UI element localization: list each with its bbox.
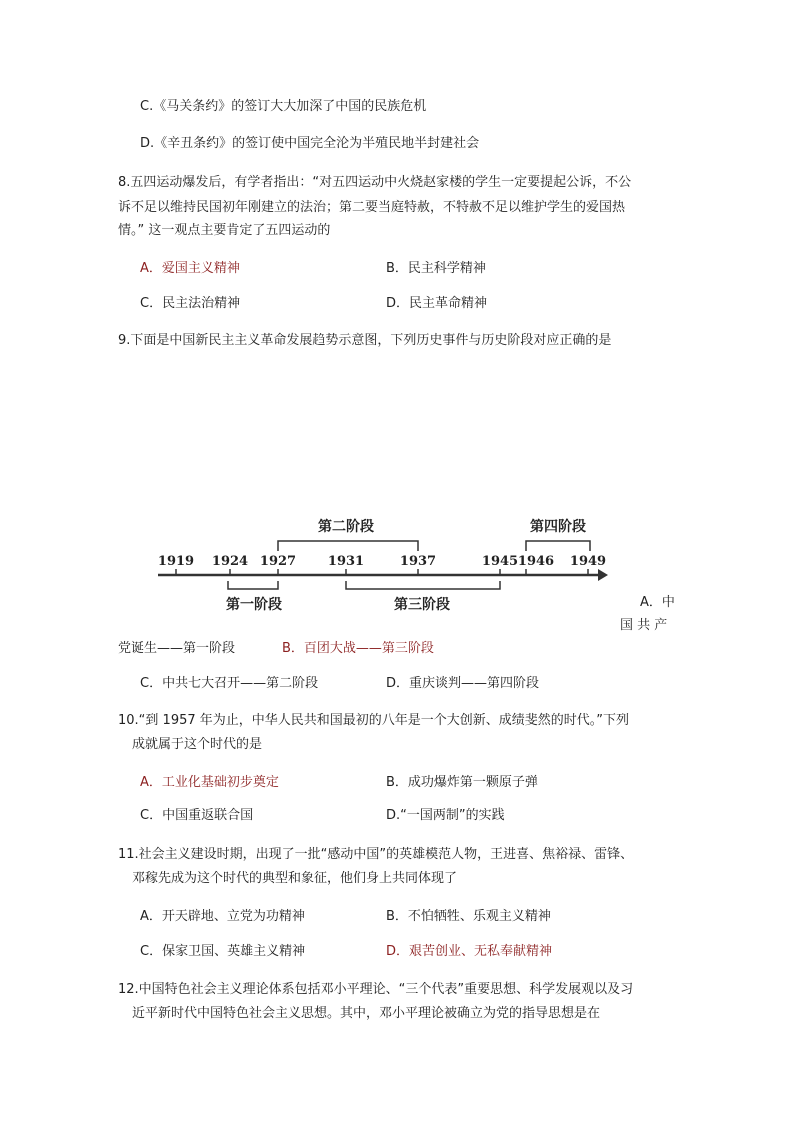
revolution-timeline-diagram [150,505,620,625]
q10-option-b: B．成功爆炸第一颗原子弹 [386,775,538,790]
timeline-svg [150,505,620,625]
stage1-brace [228,581,278,589]
q11-option-a: A．开天辟地、立党为功精神 [140,909,305,924]
year-1946: 1946 [517,554,555,569]
q11-option-d: D．艰苦创业、无私奉献精神 [386,944,553,959]
stage3-brace [346,581,500,589]
q9-stem: 9.下面是中国新民主主义革命发展趋势示意图，下列历史事件与历史阶段对应正确的是 [118,333,612,348]
q9-option-a-part2: 国 共 产 [620,618,668,633]
q11-option-c: C．保家卫国、英雄主义精神 [140,944,306,959]
q8-stem-line3: 情。” 这一观点主要肯定了五四运动的 [118,223,331,238]
q10-stem-line2: 成就属于这个时代的是 [132,737,263,752]
q7-option-c: C.《马关条约》的签订大大加深了中国的民族危机 [140,99,427,114]
timeline-arrow [598,569,608,581]
q11-stem-line1: 11.社会主义建设时期，出现了一批“感动中国”的英雄模范人物，王进喜、焦裕禄、雷锋、 [118,847,634,862]
q9-option-a-part3: 党诞生——第一阶段 [118,641,236,656]
q9-option-d: D．重庆谈判——第四阶段 [386,676,540,691]
stage4-label: 第四阶段 [530,519,586,535]
q12-stem-line1: 12.中国特色社会主义理论体系包括邓小平理论、“三个代表”重要思想、科学发展观以及习 [118,982,634,997]
q9-option-c: C．中共七大召开——第二阶段 [140,676,319,691]
q8-option-b: B．民主科学精神 [386,261,486,276]
q10-option-d: D.“一国两制”的实践 [386,808,505,823]
q8-stem-line1: 8.五四运动爆发后，有学者指出：“对五四运动中火烧赵家楼的学生一定要提起公诉，不公 [118,175,632,190]
q10-stem-line1: 10.“到 1957 年为止，中华人民共和国最初的八年是一个大创新、成绩斐然的时代。”下列 [118,713,629,728]
q8-option-d: D．民主革命精神 [386,296,488,311]
year-1927: 1927 [259,554,297,569]
q8-option-a: A．爱国主义精神 [140,261,240,276]
q11-option-b: B．不怕牺牲、乐观主义精神 [386,909,551,924]
year-1931: 1931 [327,554,365,569]
year-1919: 1919 [157,554,195,569]
year-1949: 1949 [569,554,607,569]
year-1924: 1924 [211,554,249,569]
year-1937: 1937 [399,554,437,569]
q9-option-b: B．百团大战——第三阶段 [282,641,434,656]
q10-option-a: A．工业化基础初步奠定 [140,775,279,790]
q8-stem-line2: 诉不足以维持民国初年刚建立的法治；第二要当庭特赦，不特赦不足以维护学生的爱国热 [118,200,626,215]
year-1945: 1945 [481,554,519,569]
q9-option-a-part1: A．中 [640,595,675,610]
stage2-label: 第二阶段 [318,519,374,535]
stage1-label: 第一阶段 [226,597,282,613]
q7-option-d: D.《辛丑条约》的签订使中国完全沦为半殖民地半封建社会 [140,136,480,151]
q11-stem-line2: 邓稼先成为这个时代的典型和象征，他们身上共同体现了 [132,871,458,886]
q12-stem-line2: 近平新时代中国特色社会主义思想。其中，邓小平理论被确立为党的指导思想是在 [132,1006,601,1021]
stage2-brace [278,541,418,551]
q8-option-c: C．民主法治精神 [140,296,241,311]
q10-option-c: C．中国重返联合国 [140,808,254,823]
stage3-label: 第三阶段 [394,597,450,613]
stage4-brace [526,541,590,551]
